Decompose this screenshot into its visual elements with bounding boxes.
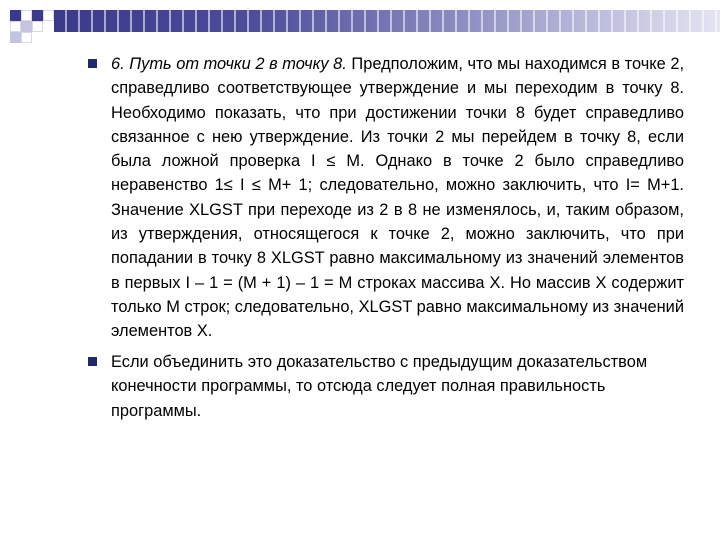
slide-body <box>88 52 684 429</box>
decor-square <box>10 10 21 21</box>
decor-square <box>43 10 54 21</box>
bullet-item <box>88 52 684 344</box>
decor-square <box>21 10 32 21</box>
decor-square <box>10 21 21 32</box>
bullet-item <box>88 350 684 424</box>
bullet-text: Предположим, что мы находимся в точке 2, справедливо соответствующее утверждение и мы переходим в точку 8. Необходимо показать, что при достижении точки 8 будет справедливо связанное с нею утверждение. Из точки 2 мы перейдем в точку 8, если была ложной проверка I ≤ M. Однако в точке 2 было справедливо неравенство 1≤ I ≤ M+ 1; следовательно, можно заключить, что I= M+1. Значение XLGST при переходе из 2 в 8 не изменялось, и, таким образом, из утверждения, относящегося к точке 2, можно заключить, что при попадании в точку 8 XLGST равно максимальному из значений элементов в первых I – 1 = (M + 1) – 1 = M строках массива X. Но массив X содержит только M строк; следовательно, XLGST равно максимальному из значений элементов X. <box>111 55 684 341</box>
square-bullet-icon <box>88 357 97 366</box>
header-stripes <box>54 10 720 32</box>
square-bullet-icon <box>88 59 97 68</box>
decor-square <box>21 21 32 32</box>
decor-square <box>32 10 43 21</box>
header-gradient-band <box>54 10 720 32</box>
decor-square <box>21 32 32 43</box>
bullet-lead: 6. Путь от точки 2 в точку 8. <box>111 55 347 73</box>
decor-square <box>10 32 21 43</box>
bullet-text: Если объединить это доказательство с предыдущим доказательством конечности программы, то отсюда следует полная правильность программы. <box>111 352 648 420</box>
decor-square <box>32 21 43 32</box>
